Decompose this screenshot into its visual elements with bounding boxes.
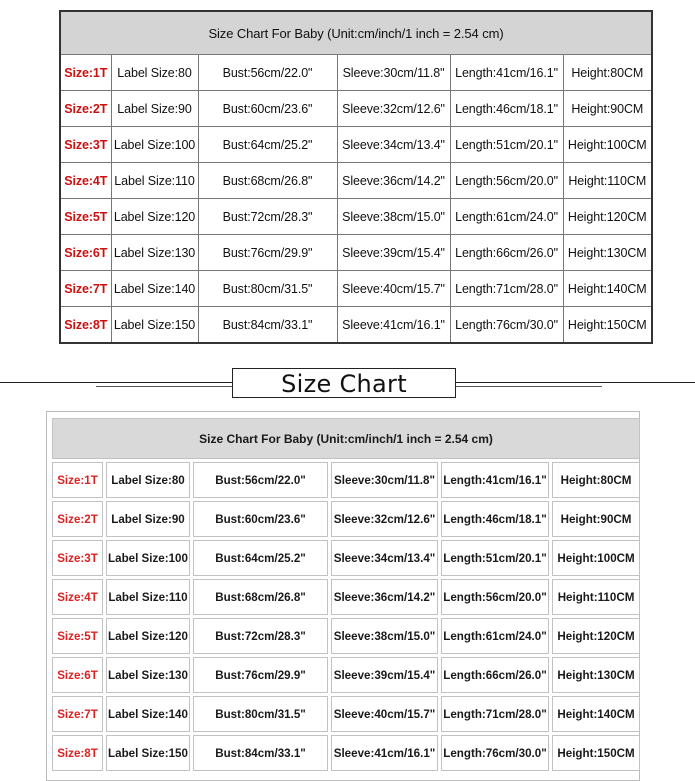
bust-cell: Bust:72cm/28.3" — [198, 199, 337, 235]
length-cell: Length:61cm/24.0" — [441, 618, 549, 654]
length-cell: Length:46cm/18.1" — [450, 91, 563, 127]
bust-cell: Bust:84cm/33.1" — [198, 307, 337, 344]
table-row — [52, 579, 640, 615]
label-size-cell: Label Size:100 — [111, 127, 198, 163]
bust-cell: Bust:64cm/25.2" — [198, 127, 337, 163]
table-row — [60, 163, 652, 199]
length-cell: Length:51cm/20.1" — [441, 540, 549, 576]
table-row — [52, 618, 640, 654]
height-cell: Height:100CM — [552, 540, 640, 576]
sleeve-cell: Sleeve:40cm/15.7" — [331, 696, 438, 732]
table-row — [60, 235, 652, 271]
table-row — [52, 462, 640, 498]
length-cell: Length:41cm/16.1" — [450, 55, 563, 91]
label-size-cell: Label Size:130 — [106, 657, 190, 693]
label-size-cell: Label Size:90 — [111, 91, 198, 127]
bust-cell: Bust:68cm/26.8" — [198, 163, 337, 199]
height-cell: Height:140CM — [552, 696, 640, 732]
sleeve-cell: Sleeve:34cm/13.4" — [337, 127, 450, 163]
size-cell: Size:5T — [60, 199, 111, 235]
label-size-cell: Label Size:80 — [106, 462, 190, 498]
size-chart-table-bottom-frame — [46, 411, 640, 781]
bust-cell: Bust:76cm/29.9" — [193, 657, 328, 693]
table-row — [52, 696, 640, 732]
sleeve-cell: Sleeve:30cm/11.8" — [337, 55, 450, 91]
table-row — [60, 127, 652, 163]
height-cell: Height:80CM — [552, 462, 640, 498]
length-cell: Length:71cm/28.0" — [450, 271, 563, 307]
height-cell: Height:100CM — [563, 127, 652, 163]
label-size-cell: Label Size:120 — [111, 199, 198, 235]
size-cell: Size:4T — [60, 163, 111, 199]
length-cell: Length:66cm/26.0" — [450, 235, 563, 271]
length-cell: Length:76cm/30.0" — [450, 307, 563, 344]
table-row — [52, 735, 640, 771]
label-size-cell: Label Size:120 — [106, 618, 190, 654]
height-cell: Height:110CM — [563, 163, 652, 199]
table-row — [52, 501, 640, 537]
height-cell: Height:90CM — [563, 91, 652, 127]
size-cell: Size:4T — [52, 579, 103, 615]
bust-cell: Bust:56cm/22.0" — [198, 55, 337, 91]
sleeve-cell: Sleeve:34cm/13.4" — [331, 540, 438, 576]
height-cell: Height:120CM — [563, 199, 652, 235]
table-row — [60, 91, 652, 127]
label-size-cell: Label Size:100 — [106, 540, 190, 576]
height-cell: Height:110CM — [552, 579, 640, 615]
table-row — [60, 307, 652, 344]
sleeve-cell: Sleeve:41cm/16.1" — [331, 735, 438, 771]
length-cell: Length:41cm/16.1" — [441, 462, 549, 498]
size-cell: Size:1T — [52, 462, 103, 498]
length-cell: Length:56cm/20.0" — [441, 579, 549, 615]
table-title: Size Chart For Baby (Unit:cm/inch/1 inch = 2.54 cm) — [52, 418, 640, 459]
table-row — [60, 271, 652, 307]
size-cell: Size:8T — [60, 307, 111, 344]
table-title: Size Chart For Baby (Unit:cm/inch/1 inch = 2.54 cm) — [60, 11, 652, 55]
label-size-cell: Label Size:140 — [111, 271, 198, 307]
sleeve-cell: Sleeve:41cm/16.1" — [337, 307, 450, 344]
sleeve-cell: Sleeve:32cm/12.6" — [331, 501, 438, 537]
table-row — [52, 540, 640, 576]
sleeve-cell: Sleeve:38cm/15.0" — [337, 199, 450, 235]
height-cell: Height:150CM — [563, 307, 652, 344]
label-size-cell: Label Size:90 — [106, 501, 190, 537]
bust-cell: Bust:60cm/23.6" — [198, 91, 337, 127]
size-cell: Size:5T — [52, 618, 103, 654]
sleeve-cell: Sleeve:39cm/15.4" — [331, 657, 438, 693]
label-size-cell: Label Size:130 — [111, 235, 198, 271]
label-size-cell: Label Size:150 — [111, 307, 198, 344]
size-cell: Size:7T — [60, 271, 111, 307]
height-cell: Height:130CM — [552, 657, 640, 693]
sleeve-cell: Sleeve:36cm/14.2" — [337, 163, 450, 199]
bust-cell: Bust:60cm/23.6" — [193, 501, 328, 537]
bust-cell: Bust:64cm/25.2" — [193, 540, 328, 576]
size-chart-table-bottom — [49, 415, 643, 774]
sleeve-cell: Sleeve:39cm/15.4" — [337, 235, 450, 271]
size-cell: Size:2T — [52, 501, 103, 537]
bust-cell: Bust:72cm/28.3" — [193, 618, 328, 654]
length-cell: Length:46cm/18.1" — [441, 501, 549, 537]
size-chart-table-top — [59, 10, 653, 344]
height-cell: Height:80CM — [563, 55, 652, 91]
length-cell: Length:71cm/28.0" — [441, 696, 549, 732]
size-cell: Size:1T — [60, 55, 111, 91]
length-cell: Length:61cm/24.0" — [450, 199, 563, 235]
height-cell: Height:90CM — [552, 501, 640, 537]
table-row — [60, 199, 652, 235]
height-cell: Height:130CM — [563, 235, 652, 271]
size-cell: Size:2T — [60, 91, 111, 127]
size-chart-heading-box — [232, 368, 456, 398]
table-row — [52, 657, 640, 693]
sleeve-cell: Sleeve:36cm/14.2" — [331, 579, 438, 615]
bust-cell: Bust:80cm/31.5" — [193, 696, 328, 732]
bust-cell: Bust:68cm/26.8" — [193, 579, 328, 615]
bust-cell: Bust:84cm/33.1" — [193, 735, 328, 771]
sleeve-cell: Sleeve:40cm/15.7" — [337, 271, 450, 307]
size-chart-heading: Size Chart — [281, 370, 407, 398]
table-row — [60, 55, 652, 91]
sleeve-cell: Sleeve:32cm/12.6" — [337, 91, 450, 127]
size-cell: Size:3T — [52, 540, 103, 576]
size-cell: Size:6T — [60, 235, 111, 271]
size-cell: Size:6T — [52, 657, 103, 693]
length-cell: Length:76cm/30.0" — [441, 735, 549, 771]
size-cell: Size:7T — [52, 696, 103, 732]
length-cell: Length:51cm/20.1" — [450, 127, 563, 163]
label-size-cell: Label Size:110 — [106, 579, 190, 615]
height-cell: Height:150CM — [552, 735, 640, 771]
length-cell: Length:56cm/20.0" — [450, 163, 563, 199]
size-cell: Size:8T — [52, 735, 103, 771]
label-size-cell: Label Size:150 — [106, 735, 190, 771]
height-cell: Height:140CM — [563, 271, 652, 307]
bust-cell: Bust:80cm/31.5" — [198, 271, 337, 307]
label-size-cell: Label Size:140 — [106, 696, 190, 732]
label-size-cell: Label Size:110 — [111, 163, 198, 199]
height-cell: Height:120CM — [552, 618, 640, 654]
bust-cell: Bust:76cm/29.9" — [198, 235, 337, 271]
sleeve-cell: Sleeve:30cm/11.8" — [331, 462, 438, 498]
size-cell: Size:3T — [60, 127, 111, 163]
label-size-cell: Label Size:80 — [111, 55, 198, 91]
bust-cell: Bust:56cm/22.0" — [193, 462, 328, 498]
length-cell: Length:66cm/26.0" — [441, 657, 549, 693]
sleeve-cell: Sleeve:38cm/15.0" — [331, 618, 438, 654]
